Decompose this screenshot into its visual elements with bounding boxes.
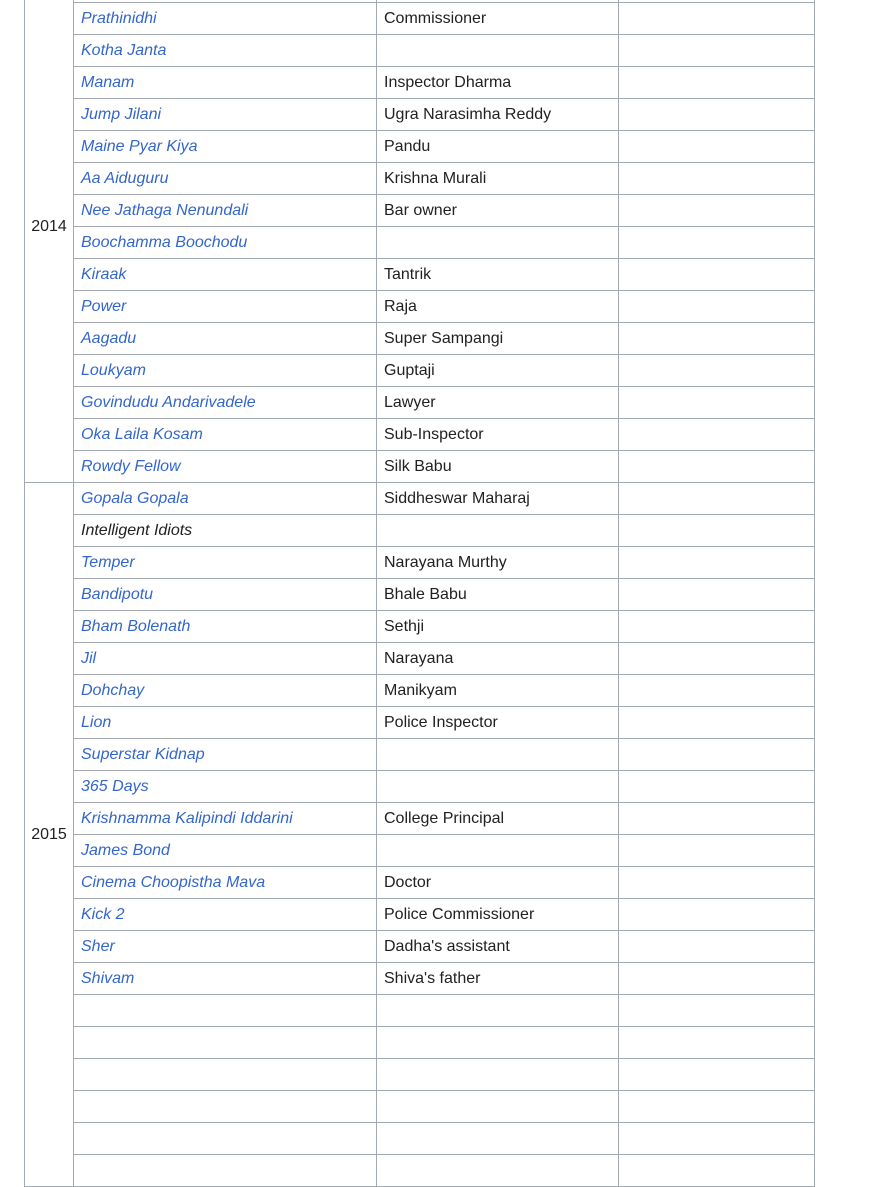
table-row	[25, 739, 815, 771]
notes-cell	[619, 355, 815, 387]
notes-cell	[619, 195, 815, 227]
role-cell: Tantrik	[377, 259, 619, 291]
table-row	[25, 1059, 815, 1091]
role-cell: Ugra Narasimha Reddy	[377, 99, 619, 131]
film-title-link[interactable]: Superstar Kidnap	[81, 745, 205, 763]
film-cell	[74, 739, 377, 771]
table-row	[25, 675, 815, 707]
table-row	[25, 579, 815, 611]
notes-cell	[619, 227, 815, 259]
role-cell	[377, 1091, 619, 1123]
table-row	[25, 643, 815, 675]
notes-cell	[619, 291, 815, 323]
role-cell	[377, 835, 619, 867]
film-cell	[74, 323, 377, 355]
role-cell: Silk Babu	[377, 451, 619, 483]
role-cell: Shiva's father	[377, 963, 619, 995]
notes-cell	[619, 867, 815, 899]
film-cell	[74, 35, 377, 67]
notes-cell	[619, 1027, 815, 1059]
table-row	[25, 835, 815, 867]
role-cell	[377, 227, 619, 259]
table-row	[25, 387, 815, 419]
film-cell	[74, 995, 377, 1027]
role-cell: Siddheswar Maharaj	[377, 483, 619, 515]
notes-cell	[619, 675, 815, 707]
table-row	[25, 515, 815, 547]
film-cell	[74, 163, 377, 195]
film-title-link[interactable]: Boochamma Boochodu	[81, 233, 248, 251]
table-row	[25, 995, 815, 1027]
film-title-link[interactable]: Sher	[81, 937, 115, 955]
film-title-link[interactable]: Kick 2	[81, 905, 125, 923]
notes-cell	[619, 931, 815, 963]
film-cell	[74, 387, 377, 419]
role-cell: Police Inspector	[377, 707, 619, 739]
film-cell	[74, 259, 377, 291]
table-row	[25, 67, 815, 99]
notes-cell	[619, 803, 815, 835]
table-row	[25, 195, 815, 227]
film-cell	[74, 1155, 377, 1187]
film-title-link[interactable]: Gopala Gopala	[81, 489, 189, 507]
role-cell	[377, 771, 619, 803]
role-cell: Raja	[377, 291, 619, 323]
table-row	[25, 547, 815, 579]
table-row	[25, 355, 815, 387]
film-cell	[74, 227, 377, 259]
notes-cell	[619, 35, 815, 67]
table-row	[25, 35, 815, 67]
role-cell: Doctor	[377, 867, 619, 899]
table-row	[25, 931, 815, 963]
film-cell	[74, 67, 377, 99]
role-cell: Guptaji	[377, 355, 619, 387]
role-cell: Bar owner	[377, 195, 619, 227]
filmography-table	[24, 0, 815, 1187]
film-title-link[interactable]: Rowdy Fellow	[81, 457, 181, 475]
film-cell	[74, 835, 377, 867]
film-title-link[interactable]: Cinema Choopistha Mava	[81, 873, 266, 891]
notes-cell	[619, 771, 815, 803]
notes-cell	[619, 1155, 815, 1187]
film-title-link[interactable]: Maine Pyar Kiya	[81, 137, 198, 155]
film-cell	[74, 579, 377, 611]
notes-cell	[619, 259, 815, 291]
role-cell: Police Commissioner	[377, 899, 619, 931]
film-cell	[74, 963, 377, 995]
filmography-table-body	[25, 0, 815, 1187]
film-title: Intelligent Idiots	[81, 521, 193, 539]
film-cell	[74, 451, 377, 483]
table-row	[25, 163, 815, 195]
table-row	[25, 611, 815, 643]
film-cell	[74, 675, 377, 707]
role-cell	[377, 739, 619, 771]
table-row	[25, 259, 815, 291]
table-row	[25, 899, 815, 931]
film-cell	[74, 99, 377, 131]
film-title-link[interactable]: Lion	[81, 713, 112, 731]
notes-cell	[619, 483, 815, 515]
table-row	[25, 1123, 815, 1155]
table-row	[25, 3, 815, 35]
table-row	[25, 131, 815, 163]
film-title-link[interactable]: Temper	[81, 553, 135, 571]
notes-cell	[619, 611, 815, 643]
film-title-link[interactable]: Aagadu	[81, 329, 137, 347]
role-cell: Lawyer	[377, 387, 619, 419]
role-cell: Krishna Murali	[377, 163, 619, 195]
notes-cell	[619, 387, 815, 419]
filmography-table-wrapper	[24, 0, 815, 1187]
table-row	[25, 483, 815, 515]
table-row	[25, 963, 815, 995]
role-cell: Narayana Murthy	[377, 547, 619, 579]
notes-cell	[619, 451, 815, 483]
film-title-link[interactable]: Aa Aiduguru	[81, 169, 169, 187]
film-cell	[74, 1059, 377, 1091]
role-cell	[377, 35, 619, 67]
table-row	[25, 867, 815, 899]
role-cell: Bhale Babu	[377, 579, 619, 611]
film-cell	[74, 931, 377, 963]
notes-cell	[619, 1091, 815, 1123]
film-title-link[interactable]: James Bond	[81, 841, 170, 859]
film-title-link[interactable]: Kiraak	[81, 265, 127, 283]
film-cell	[74, 291, 377, 323]
role-cell	[377, 1123, 619, 1155]
film-title-link[interactable]: Jil	[81, 649, 97, 667]
role-cell: Sub-Inspector	[377, 419, 619, 451]
role-cell: Pandu	[377, 131, 619, 163]
film-title-link[interactable]: Nee Jathaga Nenundali	[81, 201, 249, 219]
year-cell: 2014	[25, 0, 74, 483]
role-cell	[377, 995, 619, 1027]
table-row	[25, 419, 815, 451]
film-title-link[interactable]: Prathinidhi	[81, 9, 157, 27]
film-title-link[interactable]: Govindudu Andarivadele	[81, 393, 256, 411]
notes-cell	[619, 643, 815, 675]
table-row	[25, 99, 815, 131]
film-cell	[74, 867, 377, 899]
table-row	[25, 227, 815, 259]
notes-cell	[619, 1059, 815, 1091]
film-cell	[74, 803, 377, 835]
film-title-link[interactable]: Shivam	[81, 969, 135, 987]
film-title-link[interactable]: Manam	[81, 73, 135, 91]
notes-cell	[619, 99, 815, 131]
notes-cell	[619, 547, 815, 579]
notes-cell	[619, 899, 815, 931]
film-cell	[74, 1091, 377, 1123]
role-cell	[377, 515, 619, 547]
film-title-link[interactable]: Loukyam	[81, 361, 146, 379]
table-row	[25, 1027, 815, 1059]
role-cell: College Principal	[377, 803, 619, 835]
film-cell	[74, 611, 377, 643]
notes-cell	[619, 707, 815, 739]
table-row	[25, 323, 815, 355]
film-cell	[74, 1123, 377, 1155]
role-cell: Manikyam	[377, 675, 619, 707]
table-row	[25, 771, 815, 803]
notes-cell	[619, 3, 815, 35]
film-title-link[interactable]: Kotha Janta	[81, 41, 167, 59]
film-title-link[interactable]: Power	[81, 297, 127, 315]
role-cell	[377, 1027, 619, 1059]
film-cell	[74, 483, 377, 515]
film-cell	[74, 3, 377, 35]
film-title-link[interactable]: Bandipotu	[81, 585, 154, 603]
table-row	[25, 451, 815, 483]
role-cell	[377, 1059, 619, 1091]
notes-cell	[619, 579, 815, 611]
notes-cell	[619, 323, 815, 355]
film-cell	[74, 131, 377, 163]
role-cell: Super Sampangi	[377, 323, 619, 355]
notes-cell	[619, 835, 815, 867]
role-cell: Sethji	[377, 611, 619, 643]
film-cell	[74, 547, 377, 579]
table-row	[25, 803, 815, 835]
notes-cell	[619, 995, 815, 1027]
notes-cell	[619, 515, 815, 547]
film-cell	[74, 771, 377, 803]
film-title-link[interactable]: Jump Jilani	[81, 105, 162, 123]
film-title-link[interactable]: 365 Days	[81, 777, 149, 795]
film-cell	[74, 419, 377, 451]
film-cell	[74, 707, 377, 739]
table-row	[25, 1155, 815, 1187]
film-cell	[74, 1027, 377, 1059]
year-cell: 2015	[25, 483, 74, 1187]
role-cell: Dadha's assistant	[377, 931, 619, 963]
table-row	[25, 707, 815, 739]
film-title-link[interactable]: Dohchay	[81, 681, 145, 699]
notes-cell	[619, 739, 815, 771]
film-cell	[74, 515, 377, 547]
film-cell	[74, 899, 377, 931]
role-cell	[377, 1155, 619, 1187]
notes-cell	[619, 67, 815, 99]
role-cell: Narayana	[377, 643, 619, 675]
film-title-link[interactable]: Oka Laila Kosam	[81, 425, 203, 443]
table-row	[25, 1091, 815, 1123]
notes-cell	[619, 131, 815, 163]
role-cell: Commissioner	[377, 3, 619, 35]
film-cell	[74, 195, 377, 227]
table-row	[25, 291, 815, 323]
film-title-link[interactable]: Bham Bolenath	[81, 617, 191, 635]
film-cell	[74, 355, 377, 387]
notes-cell	[619, 419, 815, 451]
notes-cell	[619, 963, 815, 995]
notes-cell	[619, 1123, 815, 1155]
film-title-link[interactable]: Krishnamma Kalipindi Iddarini	[81, 809, 293, 827]
role-cell: Inspector Dharma	[377, 67, 619, 99]
notes-cell	[619, 163, 815, 195]
film-cell	[74, 643, 377, 675]
